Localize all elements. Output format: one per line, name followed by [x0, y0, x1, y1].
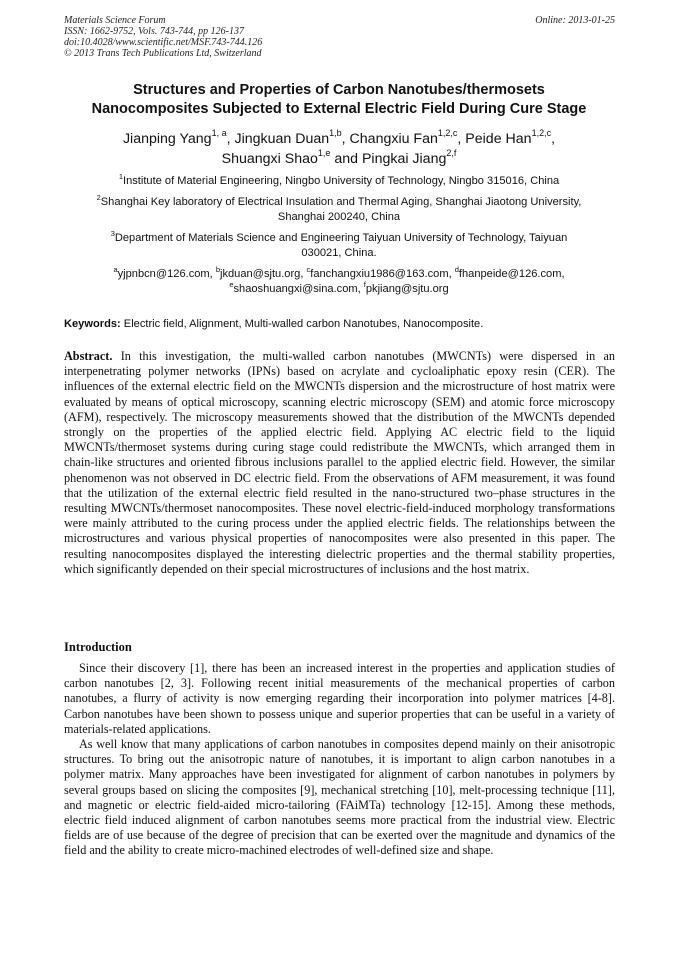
affiliation-2: [56, 195, 622, 225]
online-date: Online: 2013-01-25: [535, 15, 615, 26]
journal-copyright: © 2013 Trans Tech Publications Ltd, Switzerland: [64, 48, 262, 59]
author-sup: 1,2,c: [531, 128, 552, 138]
author-sup: 1,b: [329, 128, 342, 138]
author-name: Pingkai Jiang: [361, 151, 447, 167]
introduction-body: [64, 661, 615, 859]
abstract: [64, 349, 615, 577]
email-address: jkduan@sjtu.org,: [220, 268, 307, 280]
email-address: fhanpeide@126.com,: [458, 268, 565, 280]
keywords: [64, 317, 624, 332]
abstract-label: Abstract.: [64, 349, 113, 363]
author-line-2: [40, 149, 638, 169]
affiliation-sup: 2: [96, 193, 101, 202]
email-sup: a: [113, 265, 118, 274]
email-address: pkjiang@sjtu.org: [365, 283, 449, 295]
title-line-1: Structures and Properties of Carbon Nanotubes/thermosets: [133, 82, 545, 98]
journal-name: Materials Science Forum: [64, 15, 166, 26]
keywords-label: Keywords:: [64, 318, 121, 330]
title-line-2: Nanocomposites Subjected to External Electric Field During Cure Stage: [91, 101, 587, 117]
author-line-1: [40, 129, 638, 149]
affiliation-text: Department of Materials Science and Engineering Taiyuan University of Technology, Taiyuan: [114, 232, 568, 244]
email-address: shaoshuangxi@sina.com,: [233, 283, 364, 295]
affiliation-line: [56, 195, 622, 210]
author-list: [40, 129, 638, 169]
email-sup: c: [306, 265, 311, 274]
paragraph: As well know that many applications of carbon nanotubes in composites depend mainly on their anisotropic structures. To bring out the anisotropic nature of nanotubes, it is important to align carbon nanotubes in a polymer matrix. Many approaches have been investigated for alignment of carbon nanotubes in polymers by several groups based on slicing the composites [9], mechanical stretching [10], melt-processing technique [11], and magnetic or electric field-aided micro-tailoring (FAiMTa) technology [12-15]. Among these methods, electric field induced alignment of carbon nanotubes seems more practical from the industrial view. Electric fields are of use because of the degree of precision that can be exerted over the magnitude and dynamics of the field and the ability to create micro-machined electrodes of well-defined size and shape.: [64, 737, 615, 858]
abstract-text: In this investigation, the multi-walled carbon nanotubes (MWCNTs) were dispersed in an interpenetrating polymer networks (IPNs) based on acrylate and cycloaliphatic epoxy resin (CER). The influences of the external electric field on the MWCNTs dispersion and the microstructure of host matrix were evaluated by means of optical microscopy, scanning electric microscopy (SEM) and atomic force microscopy (AFM), respectively. The microscopy measurements showed that the distribution of the MWCNTs depended strongly on the properties of the applied electric field. Applying AC electric field to the liquid MWCNTs/thermoset systems during curing stage could redistribute the MWCNTs, which arranged them in chain-like structures and oriented fibrous inclusions parallel to the applied electric field. However, the similar phenomenon was not observed in DC electric field. From the observations of AFM measurement, it was found that the utilization of the external electric field resulted in the nano-structured two–phase structures in the resulting MWCNTs/thermoset nanocomposites. These novel electric-field-induced morphology transformations were mainly attributed to the curing process under the applied electric fields. The relationships between the microstructures and various physical properties of nanocomposites were also presented in this paper. The resulting nanocomposites displayed the interesting dielectric properties and the thermal stability properties, which significantly depended on their special microstructures of inclusions and the host matrix.: [64, 349, 615, 576]
email-sup: f: [363, 280, 366, 289]
email-address: yjpnbcn@126.com,: [117, 268, 216, 280]
author-sup: 2,f: [446, 148, 457, 158]
journal-doi: doi:10.4028/www.scientific.net/MSF.743-744.126: [64, 37, 263, 48]
author-sep: ,: [457, 131, 466, 147]
author-sep: ,: [341, 131, 350, 147]
affiliation-line: [56, 231, 622, 246]
section-heading-introduction: Introduction: [64, 640, 132, 654]
affiliation-sup: 3: [110, 229, 115, 238]
affiliation-1: [56, 174, 622, 189]
author-name: Changxiu Fan: [349, 131, 438, 147]
keywords-text: Electric field, Alignment, Multi-walled carbon Nanotubes, Nanocomposite.: [120, 318, 484, 330]
affiliation-text: Shanghai Key laboratory of Electrical Insulation and Thermal Aging, Shanghai Jiaotong University,: [100, 196, 582, 208]
email-line-1: [56, 267, 622, 282]
author-sep: and: [330, 151, 362, 167]
email-address: fanchangxiu1986@163.com,: [310, 268, 455, 280]
author-sup: 1,e: [317, 148, 331, 158]
author-sup: 1,2,c: [437, 128, 458, 138]
affiliation-sup: 1: [118, 172, 123, 181]
paper-title: [40, 81, 638, 119]
author-name: Jianping Yang: [122, 131, 212, 147]
author-name: Peide Han: [465, 131, 532, 147]
author-emails: [56, 267, 622, 297]
email-line-2: [56, 282, 622, 297]
email-sup: e: [229, 280, 234, 289]
affiliation-text: Institute of Material Engineering, Ningbo University of Technology, Ningbo 315016, China: [122, 175, 560, 187]
affiliation-3: [56, 231, 622, 261]
affiliation-line: Shanghai 200240, China: [277, 211, 401, 223]
journal-issn: ISSN: 1662-9752, Vols. 743-744, pp 126-137: [64, 26, 244, 37]
author-sup: 1, a: [211, 128, 227, 138]
author-sep: ,: [551, 131, 556, 147]
author-name: Shuangxi Shao: [221, 151, 318, 167]
author-name: Jingkuan Duan: [234, 131, 330, 147]
journal-header: [64, 15, 615, 59]
email-sup: b: [215, 265, 220, 274]
author-sep: ,: [226, 131, 235, 147]
affiliation-line: 030021, China.: [301, 247, 377, 259]
paragraph: Since their discovery [1], there has been an increased interest in the properties and application studies of carbon nanotubes [2, 3]. Following recent initial measurements of the mechanical properties of carbon nanotubes, a flurry of activity is now emerging regarding their incorporation into polymer matrices [4-8]. Carbon nanotubes have been shown to possess unique and superior properties that can be useful in a variety of materials-related applications.: [64, 661, 615, 736]
email-sup: d: [454, 265, 459, 274]
